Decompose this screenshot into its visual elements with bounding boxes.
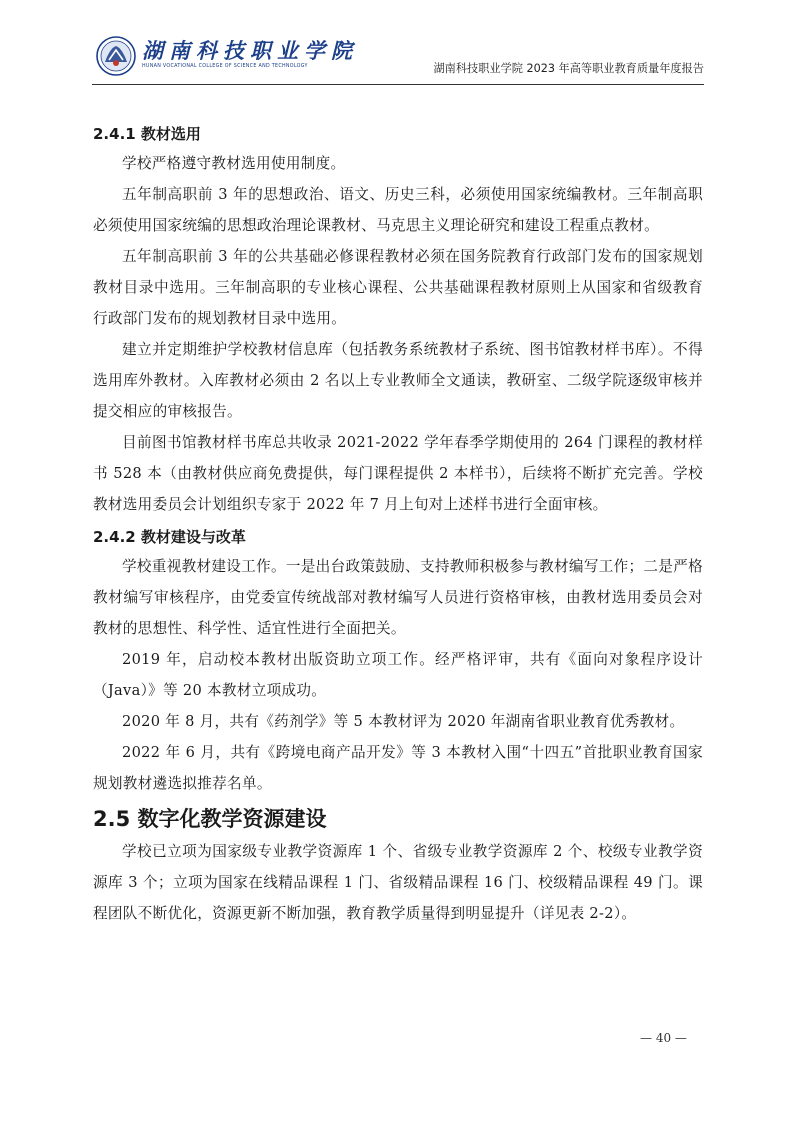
report-title: 湖南科技职业学院 2023 年高等职业教育质量年度报告 — [433, 62, 704, 75]
college-logo-english: HUNAN VOCATIONAL COLLEGE OF SCIENCE AND TECHNOLOGY — [142, 64, 308, 69]
header-divider — [92, 84, 704, 85]
document-body — [93, 115, 703, 929]
college-seal-icon — [96, 36, 136, 76]
paragraph: 2019 年，启动校本教材出版资助立项工作。经严格评审，共有《面向对象程序设计（Java）》等 20 本教材立项成功。 — [93, 651, 703, 699]
section-heading-textbook-selection: 2.4.1 教材选用 — [93, 125, 201, 143]
paragraph: 目前图书馆教材样书库总共收录 2021-2022 学年春季学期使用的 264 门课程的教材样书 528 本（由教材供应商免费提供，每门课程提供 2 本样书），后续将不断扩充完善。学校教材选用委员会计划组织专家于 2022 年 7 月上旬对上述样书进行全面审核。 — [93, 434, 703, 513]
paragraph: 五年制高职前 3 年的思想政治、语文、历史三科，必须使用国家统编教材。三年制高职必须使用国家统编的思想政治理论课教材、马克思主义理论研究和建设工程重点教材。 — [93, 186, 703, 234]
paragraph: 建立并定期维护学校教材信息库（包括教务系统教材子系统、图书馆教材样书库）。不得选用库外教材。入库教材必须由 2 名以上专业教师全文通读，教研室、二级学院逐级审核并提交相应的审核报告。 — [93, 341, 703, 420]
page-header — [92, 30, 704, 82]
paragraph: 学校已立项为国家级专业教学资源库 1 个、省级专业教学资源库 2 个、校级专业教学资源库 3 个；立项为国家在线精品课程 1 门、省级精品课程 16 门、校级精品课程 49 门。课程团队不断优化，资源更新不断加强，教育教学质量得到明显提升（详见表 2-2）。 — [93, 843, 703, 922]
paragraph: 2020 年 8 月，共有《药剂学》等 5 本教材评为 2020 年湖南省职业教育优秀教材。 — [122, 713, 685, 730]
page-number: — 40 — — [640, 1031, 687, 1045]
paragraph: 五年制高职前 3 年的公共基础必修课程教材必须在国务院教育行政部门发布的国家规划教材目录中选用。三年制高职的专业核心课程、公共基础课程教材原则上从国家和省级教育行政部门发布的规划教材目录中选用。 — [93, 248, 703, 327]
section-heading-textbook-reform: 2.4.2 教材建设与改革 — [93, 528, 246, 546]
college-logo-wordmark: 湖南科技职业学院 — [142, 38, 358, 63]
section-heading-digital-resources: 2.5 数字化教学资源建设 — [93, 807, 327, 831]
paragraph: 学校重视教材建设工作。一是出台政策鼓励、支持教师积极参与教材编写工作；二是严格教材编写审核程序，由党委宣传统战部对教材编写人员进行资格审核，由教材选用委员会对教材的思想性、科学性、适宜性进行全面把关。 — [93, 558, 703, 637]
paragraph: 2022 年 6 月，共有《跨境电商产品开发》等 3 本教材入围“十四五”首批职业教育国家规划教材遴选拟推荐名单。 — [93, 744, 703, 792]
paragraph: 学校严格遵守教材选用使用制度。 — [122, 155, 346, 172]
